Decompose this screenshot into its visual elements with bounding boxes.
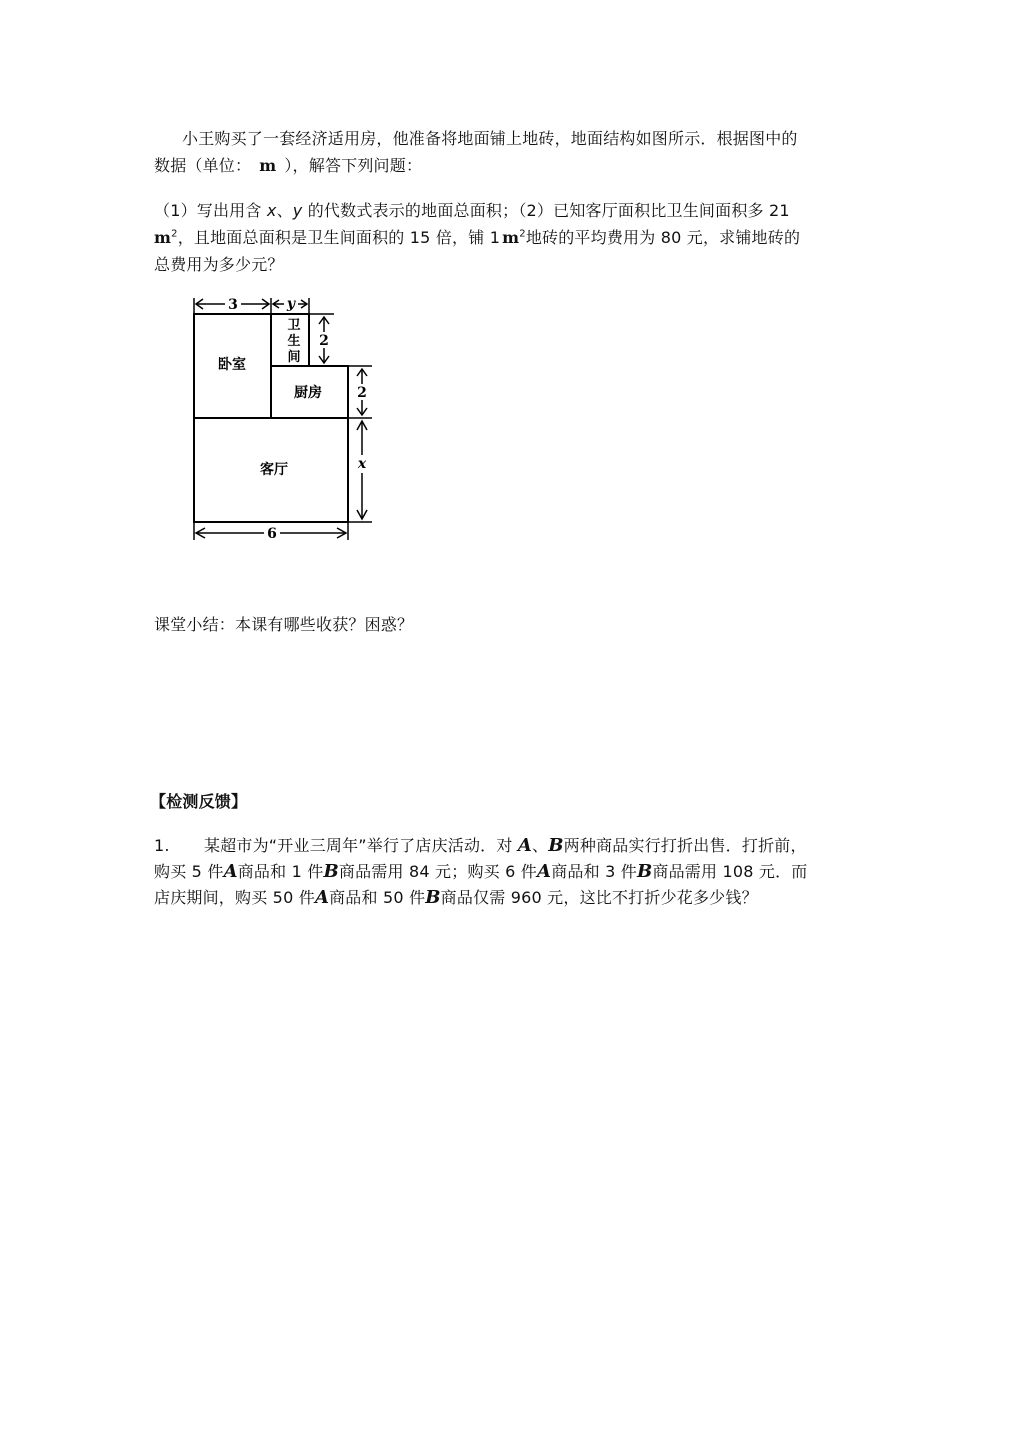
dim-label-y: y [286, 296, 296, 312]
feedback-q1-line3: 店庆期间，购买 50 件A商品和 50 件B商品仅需 960 元，这比不打折少花多少钱？ [154, 887, 758, 908]
dim-label-3: 3 [228, 297, 238, 313]
room-label-kitchen: 厨房 [294, 385, 322, 401]
question-line2: $m^2$，且地面总面积是卫生间面积的 15 倍，铺 1 $m^2$地砖的平均费用为 80 元，求铺地砖的 [154, 228, 801, 247]
dim-label-kitchen-2: 2 [357, 385, 367, 401]
room-label-bedroom: 卧室 [218, 357, 246, 373]
product-b: B [548, 835, 564, 856]
dim-label-x: x [357, 456, 367, 472]
room-label-bathroom-1: 卫 [287, 318, 301, 333]
feedback-title: 【检测反馈】 [150, 792, 248, 811]
problem-intro-line2: 数据（单位： m ），解答下列问题： [154, 156, 423, 175]
class-summary: 课堂小结：本课有哪些收获？困惑？ [154, 615, 414, 634]
room-label-living: 客厅 [260, 462, 288, 478]
feedback-q1-line1: 1. 某超市为“开业三周年”举行了店庆活动．对 A、B两种商品实行打折出售．打折前， [154, 835, 807, 856]
question-line3: 总费用为多少元？ [154, 255, 284, 274]
unit-m: m [259, 156, 277, 175]
floor-plan-diagram [185, 290, 385, 550]
room-label-bathroom-3: 间 [287, 350, 301, 365]
problem-intro-line1: 小王购买了一套经济适用房，他准备将地面铺上地砖，地面结构如图所示．根据图中的 [182, 129, 798, 148]
var-y: y [292, 201, 303, 220]
room-label-bathroom-2: 生 [287, 334, 301, 349]
question-line1: （1）写出用含 x、y 的代数式表示的地面总面积；（2）已知客厅面积比卫生间面积多 21 [154, 201, 790, 220]
product-a: A [517, 835, 533, 856]
dim-label-bath-2: 2 [319, 333, 329, 349]
feedback-q1-line2: 购买 5 件A商品和 1 件B商品需用 84 元；购买 6 件A商品和 3 件B商品需用 108 元．而 [154, 861, 808, 882]
var-x: x [266, 201, 277, 220]
dim-label-6: 6 [267, 526, 277, 542]
question-number: 1. [154, 836, 170, 855]
